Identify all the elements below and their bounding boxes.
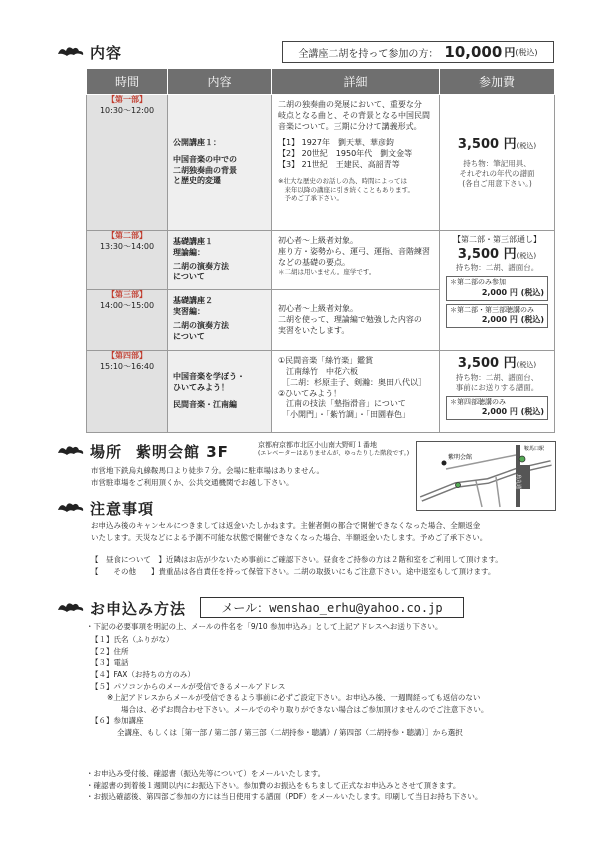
detail-line: 【2】 20世紀 1950年代 劉文金等 bbox=[278, 149, 413, 159]
access-line: 市営地下鉄烏丸線鞍馬口より徒歩７分。会場に駐車場はありません。 bbox=[91, 466, 324, 475]
detail-line: などの基礎の要点。 bbox=[278, 257, 350, 267]
content-cell bbox=[168, 95, 272, 231]
combo-fee-cell bbox=[440, 231, 555, 351]
content-line: 二胡独奏曲の背景 bbox=[173, 165, 237, 175]
fee-note: (各自ご用意下さい。) bbox=[462, 179, 532, 189]
cloud-ornament-icon bbox=[56, 443, 86, 459]
station-marker-icon bbox=[519, 456, 525, 462]
price-unit: 円 bbox=[503, 136, 517, 152]
access-line: 市営駐車場をご利用頂くか、公共交通機関でお越し下さい。 bbox=[91, 477, 294, 487]
email-box bbox=[200, 597, 464, 618]
detail-line: 「小開門」・「紫竹調」・「田園春色」 bbox=[278, 410, 410, 420]
part-label: 【第一部】 bbox=[107, 95, 147, 104]
apply-intro: ・下記の必要事項を明記の上、メールの件名を「9/10 参加申込み」として上記アドレスへお送り下さい。 bbox=[86, 622, 443, 631]
combo-note: 持ち物：二胡、譜面台。 bbox=[455, 263, 539, 273]
content-line: 理論編： bbox=[173, 247, 205, 257]
fee-tag: ＊第四部聴講のみ 2,000 円 (税込) bbox=[446, 396, 548, 420]
content-line: 基礎講座１ bbox=[173, 237, 213, 246]
access-info bbox=[91, 465, 421, 488]
list-item: 【４】FAX（お持ちの方のみ） bbox=[91, 669, 195, 679]
policy-line: お申込み後のキャンセルにつきましては返金いたしかねます。主催者側の都合で開催できなくなった場合、全額返金 bbox=[91, 521, 481, 530]
detail-line: ［二胡：杉原圭子、剣瀚：奥田八代以］ bbox=[278, 377, 426, 387]
footer-line: ・お申込み受付後、確認書（振込先等について）をメールいたします。 bbox=[86, 769, 326, 778]
cancel-policy bbox=[91, 520, 561, 543]
detail-line: 初心者〜上級者対象。 bbox=[278, 236, 358, 245]
combo-unit: 円 bbox=[503, 246, 517, 262]
section-header-content bbox=[56, 41, 122, 63]
list-item-note: 場合は、必ずお問合わせ下さい。メールでのやり取りができない場合はご参加頂けませんのでご注意下さい。 bbox=[121, 704, 489, 714]
detail-cell bbox=[272, 231, 440, 290]
footer-line: ・お振込確認後、第四部ご参加の方には当日使用する譜面（PDF）をメールいたします。印刷して当日お持ち下さい。 bbox=[86, 792, 483, 802]
fee-cell bbox=[440, 351, 555, 433]
price-value: 3,500 bbox=[457, 136, 500, 152]
cloud-ornament-icon bbox=[56, 44, 86, 60]
fee-tag: ＊第二部・第三部聴講のみ 2,000 円 (税込) bbox=[446, 304, 548, 328]
content-line: 中国音楽を学ぼう・ bbox=[173, 372, 245, 382]
content-cell bbox=[168, 290, 272, 351]
time-label: 10:30〜12:00 bbox=[99, 105, 155, 115]
detail-line: 【3】 21世紀 王建民、高韶青等 bbox=[278, 159, 400, 169]
lunch-note: 【 昼食について 】近隣はお店が少ないため事前にご確認下さい。昼食をご持参の方は２階和室をご利用して頂けます。 bbox=[91, 555, 503, 564]
detail-line: ②ひいてみよう！ bbox=[278, 388, 342, 398]
fee-cell bbox=[440, 95, 555, 231]
header-detail: 詳細 bbox=[272, 69, 440, 95]
detail-note: 予めご了承下さい。 bbox=[278, 194, 343, 203]
other-note: 【 その他 】貴重品は各自責任を持って保管下さい。二胡の取扱いにもご注意下さい。途中退室もして頂けます。 bbox=[91, 566, 496, 576]
section-header-notes bbox=[56, 497, 154, 519]
fee-label: 全講座二胡を持って参加の方： bbox=[298, 48, 439, 60]
detail-line: 岐点となる曲と、その背景となる中国民間 bbox=[278, 110, 430, 120]
table-header-row bbox=[87, 69, 555, 95]
schedule-table bbox=[86, 68, 555, 433]
combo-tax: (税込) bbox=[516, 251, 537, 260]
fee-tax: (税込) bbox=[515, 47, 538, 57]
time-label: 14:00〜15:00 bbox=[99, 300, 155, 310]
time-label: 13:30〜14:00 bbox=[99, 241, 155, 251]
venue-name: 紫明会館 3F bbox=[136, 442, 229, 461]
detail-line: 実習をいたします。 bbox=[278, 325, 350, 335]
section-title-content: 内容 bbox=[90, 43, 123, 62]
misc-notes bbox=[91, 554, 561, 577]
list-item-note: ※上記アドレスからメールが受信できるよう事前に必ずご設定下さい。お申込み後、一週間経っても返信のない bbox=[107, 693, 481, 703]
detail-note: 来年以降の講座に引き続くこともあります。 bbox=[278, 185, 414, 194]
detail-line: ①民間音楽「絲竹楽」鑑賞 bbox=[278, 356, 374, 366]
time-cell bbox=[87, 290, 168, 351]
map-label-venue: 紫明会館 bbox=[448, 454, 473, 461]
content-line: 実習編： bbox=[173, 306, 205, 316]
apply-items bbox=[91, 634, 561, 739]
list-item-detail: 全講座、もしくは［第一部 / 第二部 / 第三部（二胡持参・聴講）/ 第四部（二胡持参・聴講）］から選択 bbox=[117, 728, 463, 737]
part-label: 【第三部】 bbox=[107, 290, 147, 300]
time-cell bbox=[87, 231, 168, 290]
content-line: と歴史的変遷 bbox=[173, 176, 221, 186]
fee-note: 持ち物：筆記用具、 bbox=[463, 159, 531, 169]
content-line: 中国音楽の中での bbox=[173, 154, 237, 164]
detail-line: 音楽について。三期に分けて講義形式。 bbox=[278, 121, 422, 131]
all-course-fee-box bbox=[282, 41, 554, 63]
section-title-place: 場所 bbox=[90, 442, 123, 461]
content-line: について bbox=[173, 272, 205, 282]
header-fee: 参加費 bbox=[440, 69, 555, 95]
cloud-ornament-icon bbox=[56, 600, 86, 616]
detail-line: 座り方・姿勢から、運弓、運指、音階練習 bbox=[278, 246, 430, 256]
content-line: 民間音楽・江南編 bbox=[173, 400, 237, 410]
cloud-ornament-icon bbox=[56, 500, 86, 516]
venue-address bbox=[258, 441, 418, 458]
price-tax: (税込) bbox=[516, 361, 537, 370]
fee-unit: 円 bbox=[504, 46, 516, 59]
price-tax: (税込) bbox=[516, 141, 537, 150]
fee-tag: ＊第二部のみ参加 2,000 円 (税込) bbox=[446, 276, 548, 300]
detail-cell bbox=[272, 290, 440, 351]
section-title-apply: お申込み方法 bbox=[90, 599, 187, 618]
detail-note: ＊二胡は用いません。座学です。 bbox=[278, 268, 376, 277]
detail-cell bbox=[272, 351, 440, 433]
address-note: (エレベーターはありませんが、ゆったりした階段です。) bbox=[258, 450, 410, 458]
list-item: 【１】氏名（ふりがな） bbox=[91, 635, 174, 644]
price-unit: 円 bbox=[503, 356, 517, 372]
content-cell bbox=[168, 231, 272, 290]
table-row bbox=[87, 95, 555, 231]
detail-line: 江南の技法「墊指滑音」について bbox=[278, 399, 406, 409]
part-label: 【第四部】 bbox=[107, 351, 147, 361]
email-address-link[interactable]: wenshao_erhu@yahoo.co.jp bbox=[269, 600, 443, 615]
detail-line: 初心者〜上級者対象。 bbox=[278, 303, 358, 313]
detail-line: 二胡を使って、理論編で勉強した内容の bbox=[278, 314, 422, 324]
content-line: 基礎講座２ bbox=[173, 296, 213, 306]
fee-note: 事前にお送りする譜面。 bbox=[455, 382, 539, 392]
list-item: 【２】住所 bbox=[91, 646, 129, 656]
combo-price: 3,500 bbox=[457, 246, 500, 262]
policy-line: いたします。天災などによる予測不可能な状態で開催できなくなった場合、半額返金いたします。予めご了承下さい。 bbox=[91, 532, 488, 542]
map-label-station: 鞍馬口駅 bbox=[524, 446, 545, 452]
content-line: について bbox=[173, 331, 205, 341]
table-row bbox=[87, 231, 555, 290]
access-map bbox=[416, 441, 556, 511]
map-label-street: 烏丸通 bbox=[515, 474, 521, 490]
list-item: 【６】参加講座 bbox=[91, 716, 144, 726]
part-label: 【第二部】 bbox=[107, 231, 147, 240]
email-label: メール： bbox=[221, 601, 270, 615]
list-item: 【３】電話 bbox=[91, 658, 129, 668]
section-header-apply bbox=[56, 597, 186, 619]
table-row bbox=[87, 351, 555, 433]
footer-line: ・確認書の到着後１週間以内にお振込下さい。参加費のお振込をもちまして正式なお申込みとさせて頂きます。 bbox=[86, 780, 461, 790]
apply-footer bbox=[86, 768, 556, 803]
content-line: 公開講座１： bbox=[173, 137, 221, 147]
detail-line: 【1】 1927年 劉天華、華彦鈞 bbox=[278, 138, 394, 148]
content-line: 二胡の演奏方法 bbox=[173, 320, 229, 330]
header-content: 内容 bbox=[168, 69, 272, 95]
fee-note: それぞれの年代の譜面 bbox=[459, 169, 535, 179]
time-cell bbox=[87, 351, 168, 433]
content-line: ひいてみよう！ bbox=[173, 383, 229, 393]
detail-line: 江南絲竹 中花六板 bbox=[278, 366, 358, 376]
price-value: 3,500 bbox=[457, 356, 500, 372]
content-cell bbox=[168, 351, 272, 433]
fee-value: 10,000 bbox=[444, 43, 503, 61]
section-title-notes: 注意事項 bbox=[90, 499, 155, 518]
combo-heading: 【第二部・第三部通し】 bbox=[453, 235, 541, 244]
section-header-place bbox=[56, 440, 229, 462]
header-time: 時間 bbox=[87, 69, 168, 95]
detail-line: 二胡の独奏曲の発展において、重要な分 bbox=[278, 100, 422, 109]
list-item: 【５】パソコンからのメールが受信できるメールアドレス bbox=[91, 681, 286, 691]
detail-note: ※壮大な歴史のお話しの為、時間によっては bbox=[278, 176, 407, 185]
content-line: 二胡の演奏方法 bbox=[173, 261, 229, 271]
address-line: 京都府京都市北区小山南大野町１番地 bbox=[258, 441, 377, 449]
time-cell bbox=[87, 95, 168, 231]
venue-marker-icon bbox=[442, 461, 447, 466]
fee-note: 持ち物：二胡、譜面台、 bbox=[455, 372, 539, 382]
time-label: 15:10〜16:40 bbox=[99, 361, 155, 371]
detail-cell bbox=[272, 95, 440, 231]
